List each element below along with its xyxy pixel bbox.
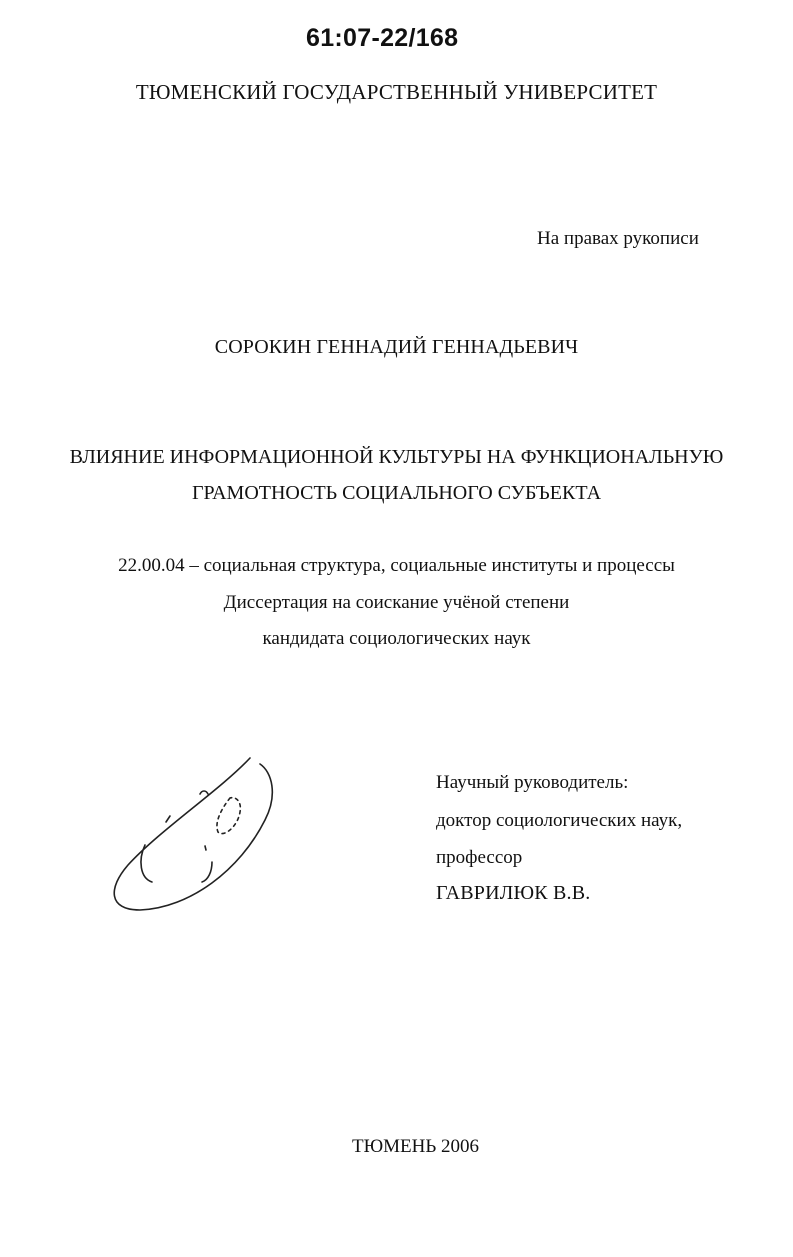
author-name: СОРОКИН ГЕННАДИЙ ГЕННАДЬЕВИЧ <box>214 336 579 358</box>
manuscript-note: На правах рукописи <box>537 228 699 249</box>
advisor-label: Научный руководитель: <box>436 772 629 793</box>
thesis-title-line-2: ГРАМОТНОСТЬ СОЦИАЛЬНОГО СУБЪЕКТА <box>191 482 602 504</box>
signature-tail-stroke <box>202 862 212 882</box>
advisor-title: профессор <box>436 847 523 868</box>
signature-tick-1 <box>200 791 208 794</box>
advisor-name: ГАВРИЛЮК В.В. <box>436 882 591 904</box>
signature-dot-stroke <box>205 846 206 850</box>
signature-loop-stroke <box>217 798 240 834</box>
university-name: ТЮМЕНСКИЙ ГОСУДАРСТВЕННЫЙ УНИВЕРСИТЕТ <box>135 80 658 104</box>
advisor-degree: доктор социологических наук, <box>436 810 683 831</box>
signature-main-stroke <box>114 758 272 910</box>
signature-inner-stroke <box>141 845 152 882</box>
specialty-code: 22.00.04 – социальная структура, социальные институты и процессы <box>118 555 675 576</box>
city-year: ТЮМЕНЬ 2006 <box>352 1136 480 1157</box>
degree-line-1: Диссертация на соискание учёной степени <box>223 592 570 613</box>
catalog-number: 61:07-22/168 <box>306 24 459 52</box>
signature-tick-2 <box>166 816 170 822</box>
degree-line-2: кандидата социологических наук <box>262 628 531 649</box>
thesis-title-line-1: ВЛИЯНИЕ ИНФОРМАЦИОННОЙ КУЛЬТУРЫ НА ФУНКЦИОНАЛЬНУЮ <box>69 446 724 468</box>
handwritten-signature <box>100 750 290 920</box>
